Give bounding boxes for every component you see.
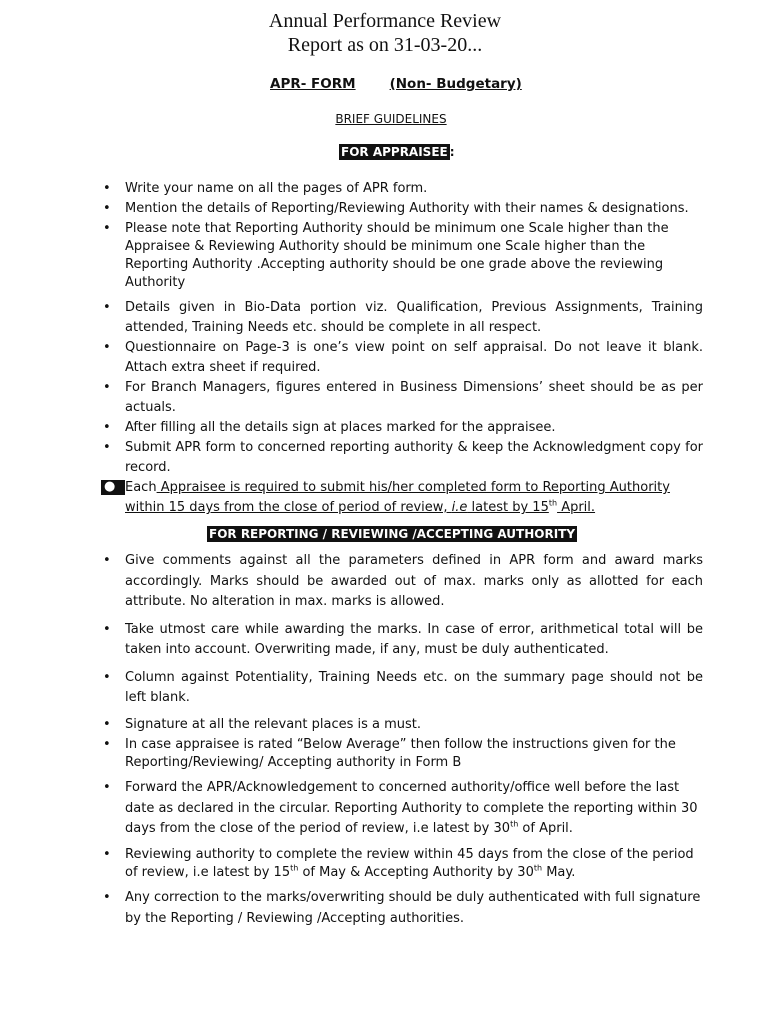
each-word: Each (125, 480, 157, 495)
appraisee-heading-text: FOR APPRAISEE (341, 145, 448, 159)
authority-heading-text: FOR REPORTING / REVIEWING /ACCEPTING AUTHORITY (209, 527, 576, 541)
authority-guideline-item: • Give comments against all the parameters defined in APR form and award marks accordingly. Marks should be awarded out of max. marks only as allotted for each attribute. No alteration in max. marks is allowed. (125, 551, 703, 613)
appraisee-heading-colon: : (449, 145, 455, 159)
submission-deadline-item: Each Appraisee is required to submit his/her completed form to Reporting Authority within 15 days from the close of period of review, i.e latest by 15th April. (125, 480, 670, 515)
appraisee-section-heading (339, 145, 455, 159)
form-type-line (270, 76, 522, 92)
document-title: Annual Performance Review (268, 10, 502, 32)
authority-guideline-item: • Signature at all the relevant places is a must. (125, 715, 703, 735)
appraisee-guideline-item: • Details given in Bio-Data portion viz. Qualification, Previous Assignments, Training attended, Training Needs etc. should be complete in all respect. (125, 298, 703, 338)
authority-section-heading (207, 527, 577, 541)
authority-guideline-item: • Take utmost care while awarding the marks. In case of error, arithmetical total will be taken into account. Overwriting made, if any, must be duly authenticated. (125, 620, 703, 660)
authority-guideline-item: • Any correction to the marks/overwriting should be duly authenticated with full signature by the Reporting / Reviewing /Accepting authorities. (125, 888, 703, 929)
form-category: (Non- Budgetary) (389, 76, 522, 92)
guidelines-heading: BRIEF GUIDELINES (335, 112, 447, 126)
appraisee-guideline-item: • Please note that Reporting Authority should be minimum one Scale higher than the Appraisee & Reviewing Authority should be minimum one Scale higher than the Reporting Authority .Accepting authority should be one grade above the reviewing Authority (125, 220, 703, 292)
reviewing-deadline-item: • Reviewing authority to complete the review within 45 days from the close of the period of review, i.e latest by 15th of May & Accepting Authority by 30th May. (125, 846, 703, 882)
forward-apr-item: • Forward the APR/Acknowledgement to concerned authority/office well before the last date as declared in the circular. Reporting Authority to complete the reporting within 30 days from the close of the period of review, i.e latest by 30th of April. (125, 778, 703, 840)
appraisee-guideline-item: • Questionnaire on Page-3 is one’s view point on self appraisal. Do not leave it blank. Attach extra sheet if required. (125, 338, 703, 378)
appraisee-guideline-item: • After filling all the details sign at places marked for the appraisee. (125, 418, 703, 438)
document-subtitle: Report as on 31-03-20... (287, 34, 483, 56)
form-name: APR- FORM (270, 76, 356, 92)
highlighted-bullet: ● (101, 480, 125, 495)
authority-guideline-item: • In case appraisee is rated “Below Average” then follow the instructions given for the Reporting/Reviewing/ Accepting authority in Form B (125, 736, 703, 772)
appraisee-guideline-item: • Mention the details of Reporting/Reviewing Authority with their names & designations. (125, 200, 703, 218)
appraisee-guideline-item: • For Branch Managers, figures entered in Business Dimensions’ sheet should be as per actuals. (125, 378, 703, 418)
appraisee-guideline-item: • Write your name on all the pages of APR form. (125, 180, 703, 198)
appraisee-guideline-item: • Submit APR form to concerned reporting authority & keep the Acknowledgment copy for record. (125, 438, 703, 478)
authority-guideline-item: • Column against Potentiality, Training Needs etc. on the summary page should not be left blank. (125, 668, 703, 708)
